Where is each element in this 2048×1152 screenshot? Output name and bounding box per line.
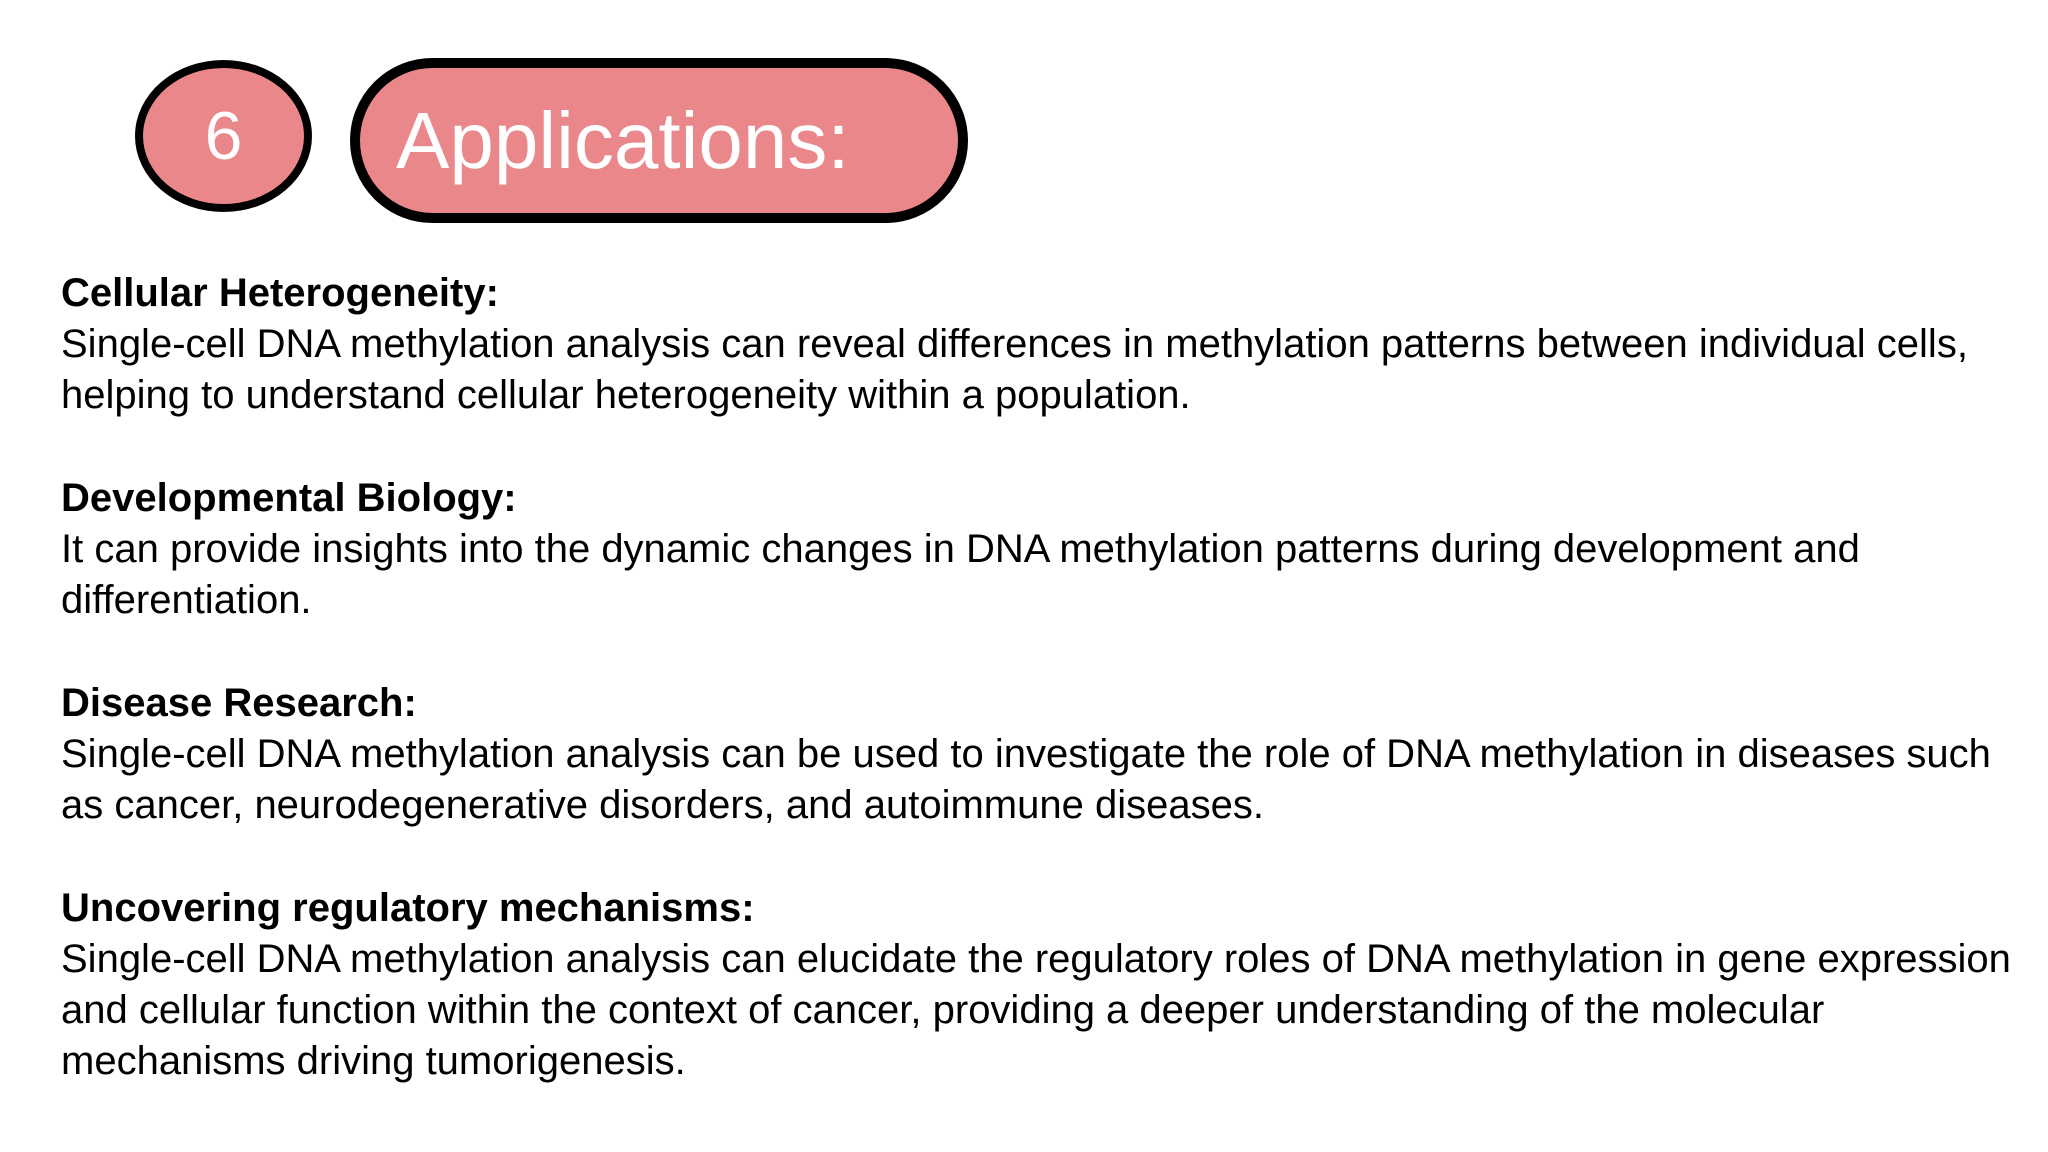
section-heading: Disease Research: — [61, 681, 417, 725]
slide-number: 6 — [204, 98, 243, 174]
section-body: It can provide insights into the dynamic changes in DNA methylation patterns during development and differentiation. — [61, 527, 1860, 622]
section-heading: Uncovering regulatory mechanisms: — [61, 886, 755, 930]
section-developmental-biology — [61, 473, 2036, 626]
section-heading: Developmental Biology: — [61, 476, 517, 520]
content-area — [61, 268, 2036, 1139]
section-regulatory-mechanisms — [61, 883, 2036, 1087]
section-body: Single-cell DNA methylation analysis can elucidate the regulatory roles of DNA methylation in gene expression and cellular function within the context of cancer, providing a deeper understanding of the molecular mechanisms driving tumorigenesis. — [61, 937, 2011, 1083]
section-heading: Cellular Heterogeneity: — [61, 271, 499, 315]
section-cellular-heterogeneity — [61, 268, 2036, 421]
slide-title: Applications: — [396, 95, 850, 185]
title-pill — [350, 58, 968, 223]
section-body: Single-cell DNA methylation analysis can reveal differences in methylation patterns between individual cells, helping to understand cellular heterogeneity within a population. — [61, 322, 1968, 417]
slide-number-badge — [135, 60, 312, 212]
section-disease-research — [61, 678, 2036, 831]
section-body: Single-cell DNA methylation analysis can be used to investigate the role of DNA methylation in diseases such as cancer, neurodegenerative disorders, and autoimmune diseases. — [61, 732, 1991, 827]
